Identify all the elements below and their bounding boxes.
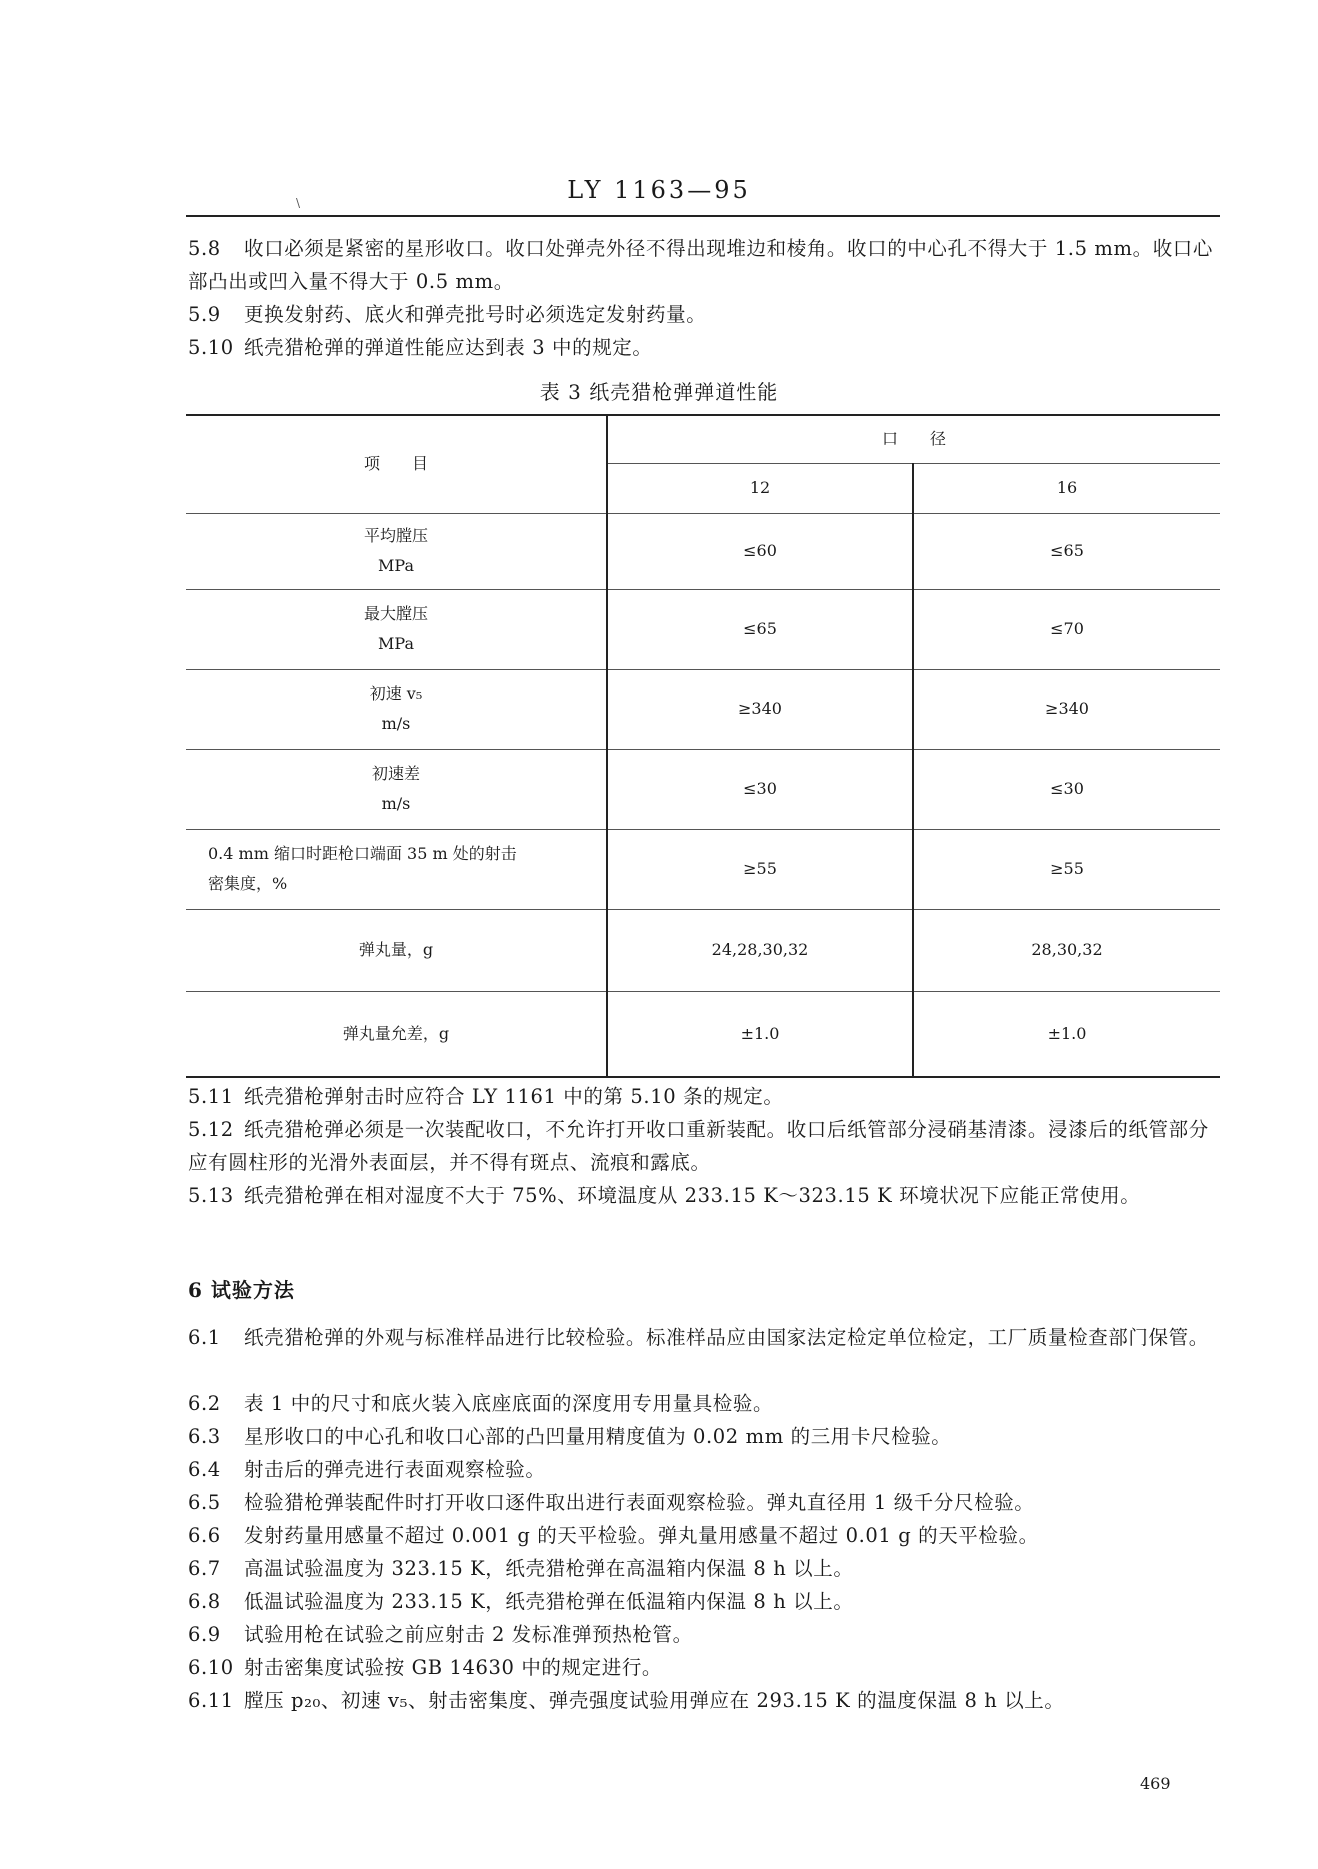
value-12-cell: ≤30 xyxy=(607,749,913,829)
clause-number: 5.9 xyxy=(188,303,221,326)
table-row xyxy=(186,909,1220,991)
clause-number: 6.11 xyxy=(188,1689,234,1712)
table-row xyxy=(186,829,1220,909)
table-row xyxy=(186,513,1220,589)
table-3-title: 表 3 纸壳猎枪弹弹道性能 xyxy=(539,380,779,404)
value-12-cell: ≤65 xyxy=(607,589,913,669)
row-label-cell xyxy=(186,669,607,749)
value-16-cell: ≥340 xyxy=(913,669,1220,749)
row-label-cell xyxy=(186,749,607,829)
clause-number: 6.4 xyxy=(188,1458,221,1481)
header-caliber-cell: 口 径 xyxy=(607,415,1220,463)
table-row xyxy=(186,669,1220,749)
row-label-cell: 弹丸量，g xyxy=(186,909,607,991)
value-16-cell: ≤65 xyxy=(913,513,1220,589)
table-header-row xyxy=(186,415,1220,463)
stray-scan-mark: \ xyxy=(296,196,301,210)
clause-text: 纸壳猎枪弹的外观与标准样品进行比较检验。标准样品应由国家法定检定单位检定，工厂质量检查部门保管。 xyxy=(244,1326,1209,1349)
clause-text: 纸壳猎枪弹在相对湿度不大于 75%、环境温度从 233.15 K～323.15 K 环境状况下应能正常使用。 xyxy=(244,1184,1141,1207)
clause-text: 高温试验温度为 323.15 K，纸壳猎枪弹在高温箱内保温 8 h 以上。 xyxy=(244,1557,854,1580)
row-label-cell xyxy=(186,513,607,589)
clause-text: 星形收口的中心孔和收口心部的凸凹量用精度值为 0.02 mm 的三用卡尺检验。 xyxy=(244,1425,952,1448)
section-6-heading: 6 试验方法 xyxy=(188,1278,295,1302)
ballistic-performance-table xyxy=(186,414,1220,1078)
clause-number: 5.12 xyxy=(188,1118,234,1141)
row-label-cell xyxy=(186,829,607,909)
row-label-cell: 弹丸量允差，g xyxy=(186,991,607,1077)
clause-6-9 xyxy=(188,1618,1218,1651)
value-16-cell: ±1.0 xyxy=(913,991,1220,1077)
clause-text: 膛压 p₂₀、初速 v₅、射击密集度、弹壳强度试验用弹应在 293.15 K 的温度保温 8 h 以上。 xyxy=(244,1689,1065,1712)
row-unit: MPa xyxy=(378,556,414,575)
value-12-cell: ≤60 xyxy=(607,513,913,589)
clause-text: 发射药量用感量不超过 0.001 g 的天平检验。弹丸量用感量不超过 0.01 g 的天平检验。 xyxy=(244,1524,1039,1547)
clause-number: 5.10 xyxy=(188,336,234,359)
clause-number: 6.6 xyxy=(188,1524,221,1547)
row-label-cell xyxy=(186,589,607,669)
header-item-cell: 项 目 xyxy=(186,415,607,513)
row-label: 0.4 mm 缩口时距枪口端面 35 m 处的射击 xyxy=(208,844,517,863)
row-label: 初速 v₅ xyxy=(369,684,423,703)
clause-text: 低温试验温度为 233.15 K，纸壳猎枪弹在低温箱内保温 8 h 以上。 xyxy=(244,1590,854,1613)
standard-number-header: LY 1163—95 xyxy=(567,176,751,204)
row-label: 平均膛压 xyxy=(363,526,428,545)
row-unit: 密集度，% xyxy=(208,874,288,893)
row-unit: MPa xyxy=(378,634,414,653)
value-12-cell: 24,28,30,32 xyxy=(607,909,913,991)
clause-text: 更换发射药、底火和弹壳批号时必须选定发射药量。 xyxy=(244,303,707,326)
table-row xyxy=(186,749,1220,829)
clause-6-5 xyxy=(188,1486,1218,1519)
table-row xyxy=(186,589,1220,669)
clause-number: 6.2 xyxy=(188,1392,221,1415)
clause-text: 收口必须是紧密的星形收口。收口处弹壳外径不得出现堆边和棱角。收口的中心孔不得大于 1.5 mm。收口心部凸出或凹入量不得大于 0.5 mm。 xyxy=(188,237,1213,293)
clause-5-11 xyxy=(188,1080,1218,1113)
clause-6-6 xyxy=(188,1519,1218,1552)
caliber-12-cell: 12 xyxy=(607,463,913,513)
clause-text: 纸壳猎枪弹必须是一次装配收口，不允许打开收口重新装配。收口后纸管部分浸硝基清漆。浸漆后的纸管部分应有圆柱形的光滑外表面层，并不得有斑点、流痕和露底。 xyxy=(188,1118,1209,1174)
clause-text: 纸壳猎枪弹射击时应符合 LY 1161 中的第 5.10 条的规定。 xyxy=(244,1085,784,1108)
value-16-cell: ≥55 xyxy=(913,829,1220,909)
value-12-cell: ≥55 xyxy=(607,829,913,909)
clause-text: 射击密集度试验按 GB 14630 中的规定进行。 xyxy=(244,1656,663,1679)
row-unit: m/s xyxy=(381,714,411,733)
clause-5-9 xyxy=(188,298,1218,331)
clause-5-12 xyxy=(188,1113,1218,1179)
clause-number: 6.1 xyxy=(188,1326,221,1349)
value-16-cell: ≤70 xyxy=(913,589,1220,669)
clause-text: 检验猎枪弹装配件时打开收口逐件取出进行表面观察检验。弹丸直径用 1 级千分尺检验。 xyxy=(244,1491,1035,1514)
caliber-16-cell: 16 xyxy=(913,463,1220,513)
table-row xyxy=(186,991,1220,1077)
page-number: 469 xyxy=(1140,1774,1171,1793)
value-16-cell: 28,30,32 xyxy=(913,909,1220,991)
clause-5-10 xyxy=(188,331,1218,364)
clause-number: 6.9 xyxy=(188,1623,221,1646)
header-rule xyxy=(186,215,1220,217)
clause-5-8 xyxy=(188,232,1218,298)
clause-number: 6.3 xyxy=(188,1425,221,1448)
clause-6-1 xyxy=(188,1321,1218,1354)
clause-6-11 xyxy=(188,1684,1218,1717)
clause-text: 射击后的弹壳进行表面观察检验。 xyxy=(244,1458,546,1481)
value-12-cell: ≥340 xyxy=(607,669,913,749)
clause-text: 试验用枪在试验之前应射击 2 发标准弹预热枪管。 xyxy=(244,1623,693,1646)
clause-number: 6.5 xyxy=(188,1491,221,1514)
clause-number: 6.8 xyxy=(188,1590,221,1613)
value-16-cell: ≤30 xyxy=(913,749,1220,829)
clause-number: 6.7 xyxy=(188,1557,221,1580)
clause-6-2 xyxy=(188,1387,1218,1420)
value-12-cell: ±1.0 xyxy=(607,991,913,1077)
row-label: 初速差 xyxy=(371,764,420,783)
clause-6-3 xyxy=(188,1420,1218,1453)
clause-5-13 xyxy=(188,1179,1218,1212)
row-label: 最大膛压 xyxy=(363,604,428,623)
clause-6-7 xyxy=(188,1552,1218,1585)
clause-number: 6.10 xyxy=(188,1656,234,1679)
clause-6-8 xyxy=(188,1585,1218,1618)
clause-6-10 xyxy=(188,1651,1218,1684)
clause-text: 表 1 中的尺寸和底火装入底座底面的深度用专用量具检验。 xyxy=(244,1392,774,1415)
clause-text: 纸壳猎枪弹的弹道性能应达到表 3 中的规定。 xyxy=(244,336,653,359)
clause-number: 5.11 xyxy=(188,1085,234,1108)
row-unit: m/s xyxy=(381,794,411,813)
clause-number: 5.8 xyxy=(188,237,221,260)
clause-number: 5.13 xyxy=(188,1184,234,1207)
clause-6-4 xyxy=(188,1453,1218,1486)
